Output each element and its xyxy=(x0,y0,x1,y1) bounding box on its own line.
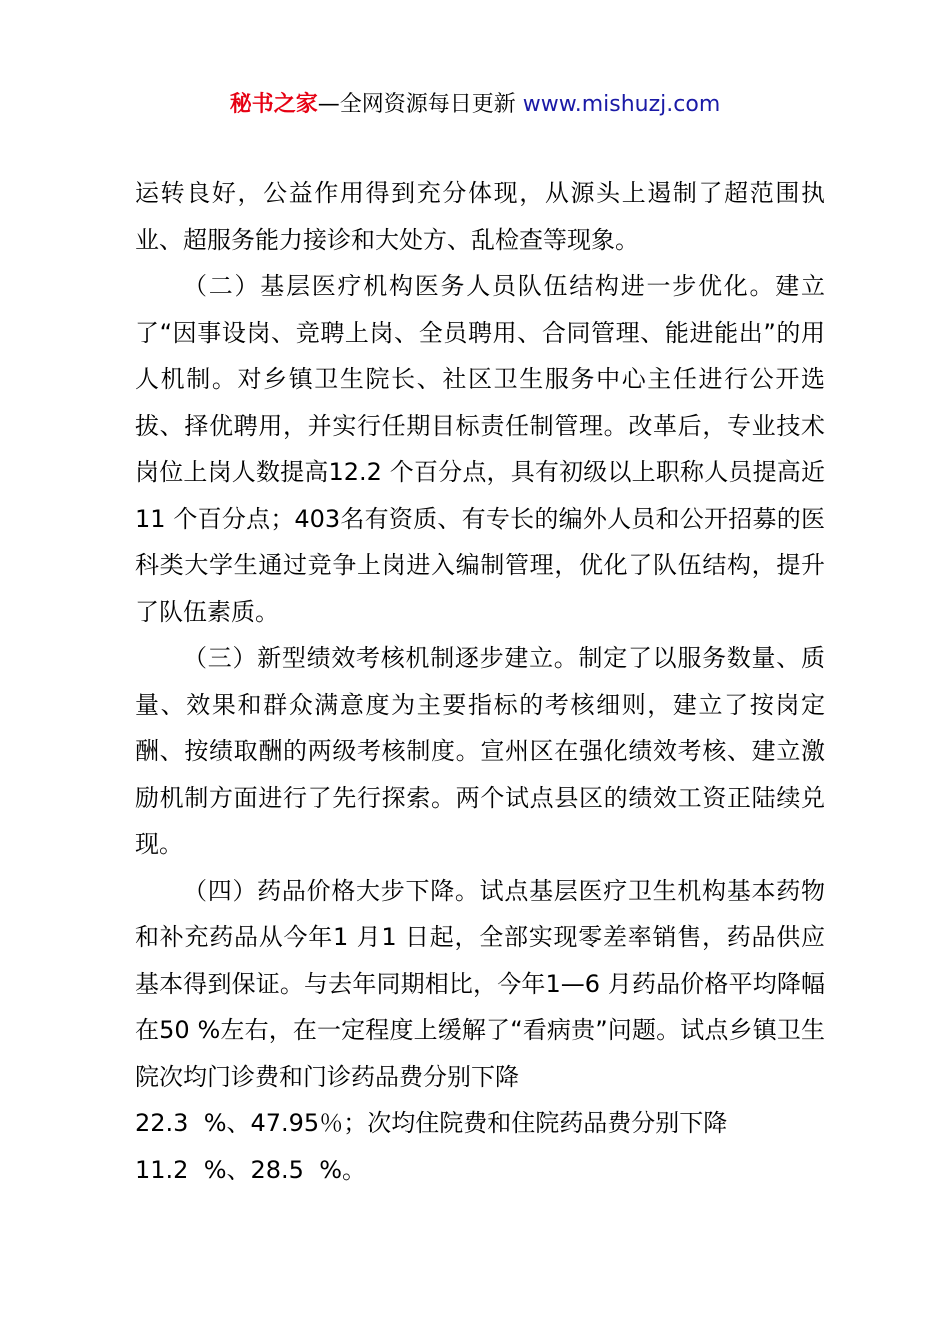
document-body xyxy=(135,170,825,1193)
page-header xyxy=(0,88,950,122)
site-slogan: —全网资源每日更新 xyxy=(317,92,523,117)
paragraph-line-outpatient: 22.3 %、47.95％；次均住院费和住院药品费分别下降 xyxy=(135,1109,728,1137)
paragraph-line-inpatient: 11.2 %、28.5 %。 xyxy=(135,1155,366,1184)
site-brand: 秘书之家 xyxy=(229,92,318,117)
paragraph-continuation: 运转良好，公益作用得到充分体现，从源头上遏制了超范围执业、超服务能力接诊和大处方、乱检查等现象。 xyxy=(135,179,825,254)
paragraph-section-4: （四）药品价格大步下降。试点基层医疗卫生机构基本药物和补充药品从今年1 月1 日起，全部实现零差率销售，药品供应基本得到保证。与去年同期相比，今年1—6 月药品价格平均降幅在50 %左右，在一定程度上缓解了“看病贵”问题。试点乡镇卫生院次均门诊费和门诊药品费分别下降 xyxy=(135,876,825,1091)
paragraph-section-3: （三）新型绩效考核机制逐步建立。制定了以服务数量、质量、效果和群众满意度为主要指标的考核细则，建立了按岗定酬、按绩取酬的两级考核制度。宣州区在强化绩效考核、建立激励机制方面进行了先行探索。两个试点县区的绩效工资正陆续兑现。 xyxy=(135,644,825,858)
site-url[interactable]: www.mishuzj.com xyxy=(522,92,721,117)
paragraph-section-2: （二）基层医疗机构医务人员队伍结构进一步优化。建立了“因事设岗、竞聘上岗、全员聘用、合同管理、能进能出”的用人机制。对乡镇卫生院长、社区卫生服务中心主任进行公开选拔、择优聘用，并实行任期目标责任制管理。改革后，专业技术岗位上岗人数提高12.2 个百分点，具有初级以上职称人员提高近11 个百分点；403名有资质、有专长的编外人员和公开招募的医科类大学生通过竞争上岗进入编制管理，优化了队伍结构，提升了队伍素质。 xyxy=(135,272,825,626)
